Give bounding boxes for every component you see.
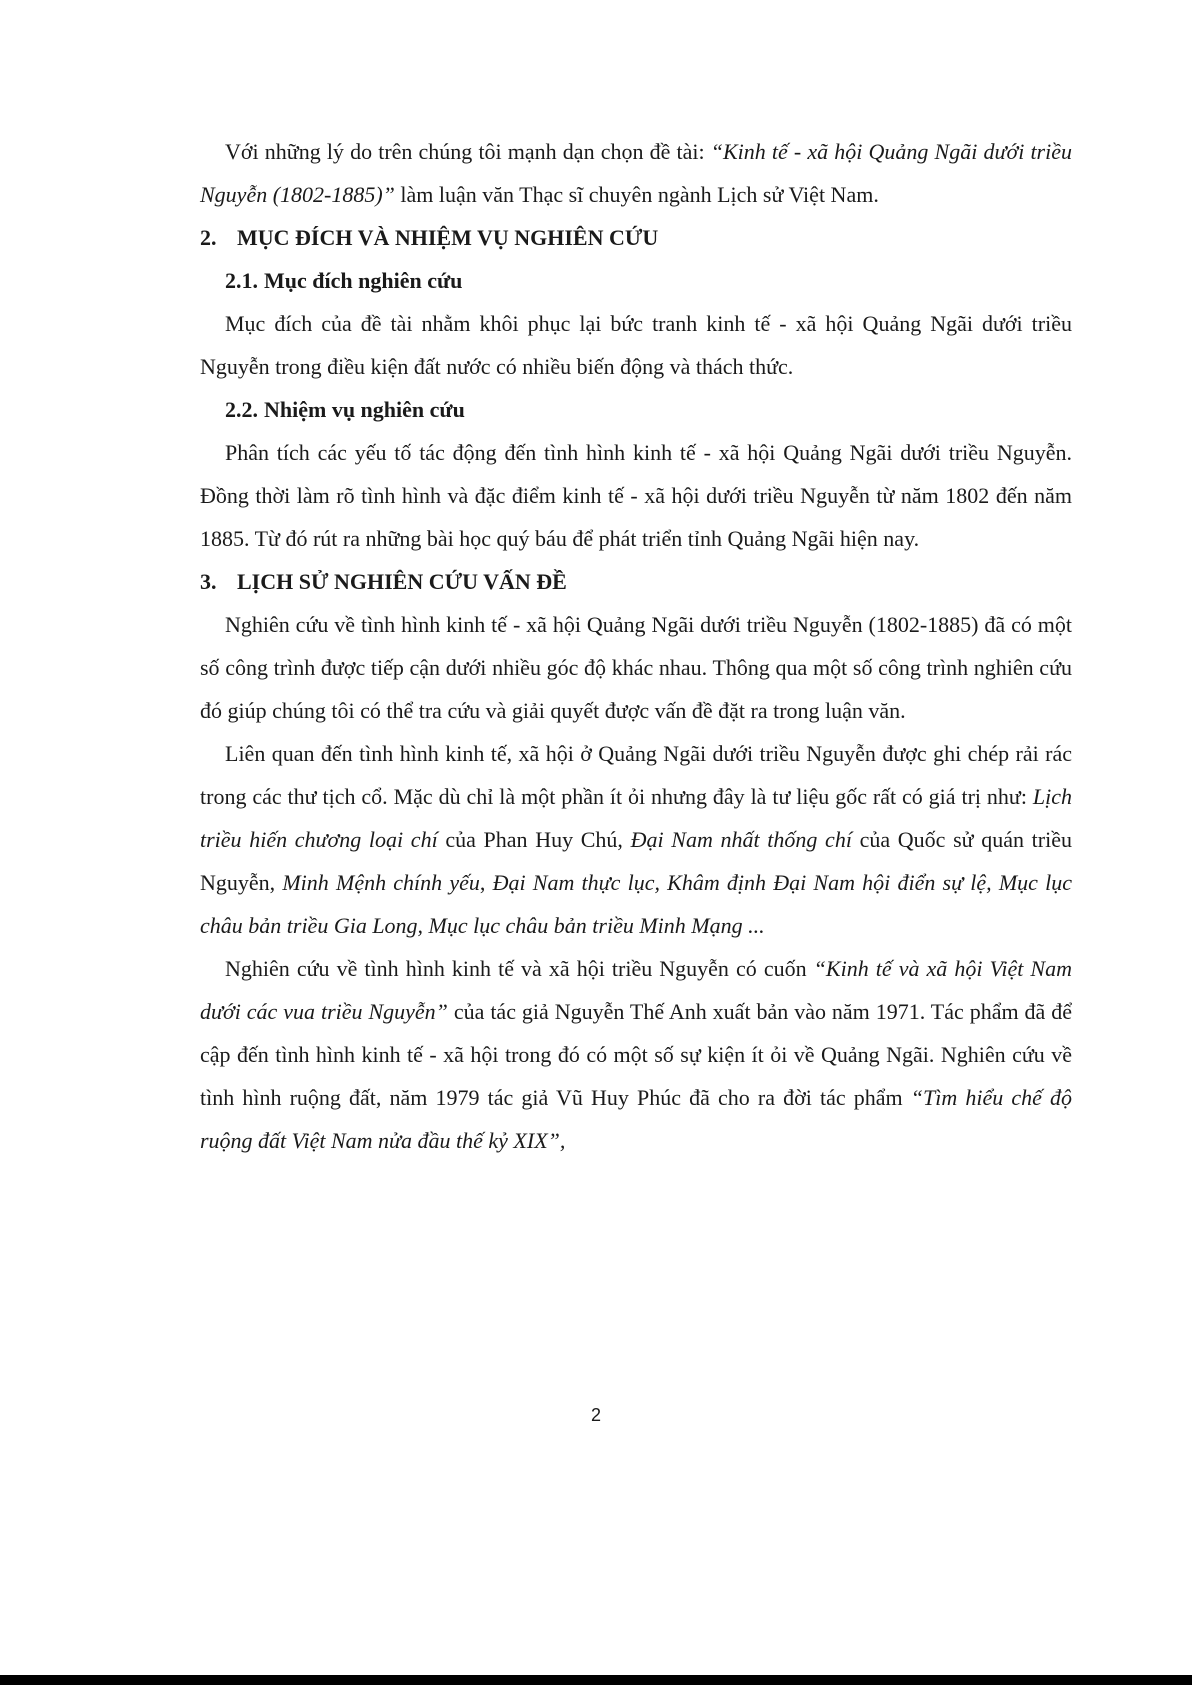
section-3-paragraph-1: Nghiên cứu về tình hình kinh tế - xã hội Quảng Ngãi dưới triều Nguyễn (1802-1885) đã có một số công trình được tiếp cận dưới nhiều góc độ khác nhau. Thông qua một số công trình nghiên cứu đó giúp chúng tôi có thể tra cứu và giải quyết được vấn đề đặt ra trong luận văn. <box>200 612 1072 723</box>
page-number: 2 <box>590 1405 601 1425</box>
subsection-2-1-number: 2.1. <box>225 268 258 293</box>
document-page <box>200 130 1072 1162</box>
p2-work-3: Minh Mệnh chính yếu <box>282 870 480 895</box>
subsection-2-2-body: Phân tích các yếu tố tác động đến tình hình kinh tế - xã hội Quảng Ngãi dưới triều Nguyễn. Đồng thời làm rõ tình hình và đặc điểm kinh tế - xã hội dưới triều Nguyễn từ năm 1802 đến năm 1885. Từ đó rút ra những bài học quý báu để phát triển tỉnh Quảng Ngãi hiện nay. <box>200 440 1072 551</box>
p3-work-2: “Tìm hiểu chế độ ruộng đất Việt Nam nửa đầu thế kỷ XIX”, <box>200 1085 1072 1153</box>
bottom-border <box>0 1675 1192 1685</box>
section-3-paragraph-3 <box>200 947 1072 1162</box>
p3-text-2: của tác giả Nguyễn Thế Anh xuất bản vào năm 1971. Tác phẩm đã để cập đến tình hình kinh tế - xã hội trong đó có một số sự kiện ít ỏi về Quảng Ngãi. Nghiên cứu về tình hình ruộng đất, năm 1979 tác giả Vũ Huy Phúc đã cho ra đời tác phẩm <box>200 999 1072 1110</box>
subsection-2-2-heading <box>200 388 1072 431</box>
subsection-2-2-title: Nhiệm vụ nghiên cứu <box>264 397 465 422</box>
section-2-number: 2. <box>200 225 217 250</box>
p2-text-1: Liên quan đến tình hình kinh tế, xã hội ở Quảng Ngãi dưới triều Nguyễn được ghi chép rải rác trong các thư tịch cổ. Mặc dù chỉ là một phần ít ỏi nhưng đây là tư liệu gốc rất có giá trị như: <box>200 741 1072 809</box>
p2-text-2: của Phan Huy Chú, <box>437 827 631 852</box>
p2-work-1: Lịch triều hiến chương loại chí <box>200 784 1072 852</box>
p2-work-4: Đại Nam thực lục, Khâm định Đại Nam hội điển sự lệ, Mục lục châu bản triều Gia Long, Mục lục châu bản triều Minh Mạng ... <box>200 870 1073 938</box>
section-3-paragraph-2 <box>200 732 1072 947</box>
section-2-title: MỤC ĐÍCH VÀ NHIỆM VỤ NGHIÊN CỨU <box>237 225 659 250</box>
p3-text-1: Nghiên cứu về tình hình kinh tế và xã hội triều Nguyễn có cuốn <box>225 956 814 981</box>
intro-text-a: Với những lý do trên chúng tôi mạnh dạn chọn đề tài: <box>225 139 711 164</box>
intro-text-b: làm luận văn Thạc sĩ chuyên ngành Lịch sử Việt Nam. <box>394 182 879 207</box>
subsection-2-1-body: Mục đích của đề tài nhằm khôi phục lại bức tranh kinh tế - xã hội Quảng Ngãi dưới triều Nguyễn trong điều kiện đất nước có nhiều biến động và thách thức. <box>200 311 1072 379</box>
intro-paragraph <box>200 130 1072 216</box>
section-3-number: 3. <box>200 569 217 594</box>
subsection-2-2-number: 2.2. <box>225 397 258 422</box>
subsection-2-1-title: Mục đích nghiên cứu <box>264 268 463 293</box>
p3-work-1: “Kinh tế và xã hội Việt Nam dưới các vua triều Nguyễn” <box>200 956 1072 1024</box>
section-3-heading <box>200 560 1072 603</box>
p2-work-2: Đại Nam nhất thống chí <box>630 827 852 852</box>
p2-text-4: , <box>479 870 493 895</box>
section-3-title: LỊCH SỬ NGHIÊN CỨU VẤN ĐỀ <box>237 569 567 594</box>
p2-text-3: của Quốc sử quán triều Nguyễn, <box>200 827 1073 895</box>
thesis-title: “Kinh tế - xã hội Quảng Ngãi dưới triều Nguyễn (1802-1885)” <box>200 139 1072 207</box>
section-2-heading <box>200 216 1072 259</box>
subsection-2-1-heading <box>200 259 1072 302</box>
